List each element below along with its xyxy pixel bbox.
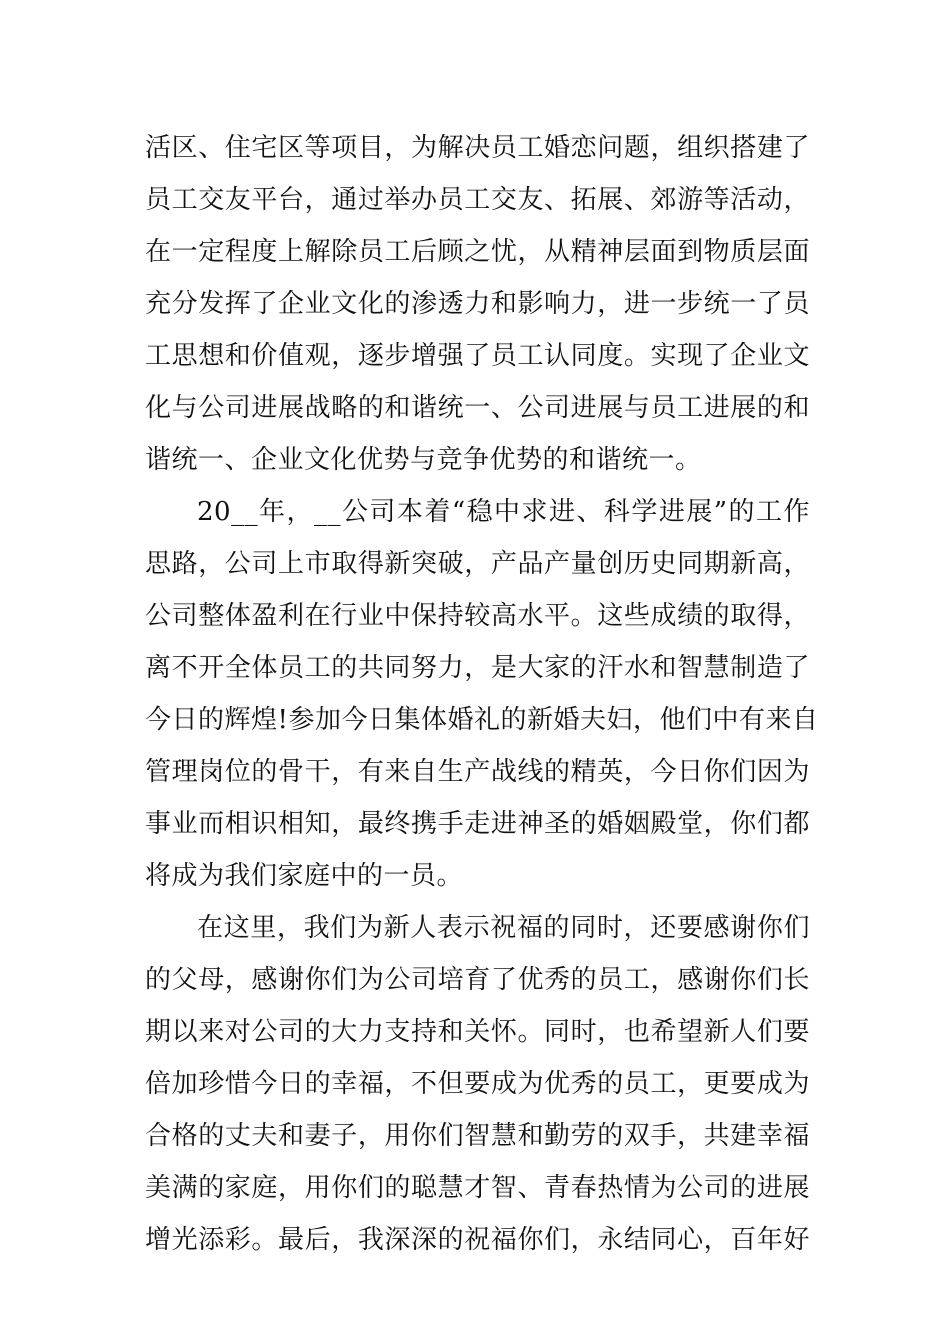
paragraph-3-line-1: 在这里，我们为新人表示祝福的同时，还要感谢你们 — [197, 913, 810, 943]
paragraph-1-line-3: 在一定程度上解除员工后顾之忧，从精神层面到物质层面 — [145, 237, 810, 267]
document-body — [145, 122, 819, 1266]
paragraph-3-line-6: 美满的家庭，用你们的聪慧才智、青春热情为公司的进展 — [145, 1173, 810, 1203]
paragraph-2-line-5: 今日的辉煌!参加今日集体婚礼的新婚夫妇，他们中有来自 — [145, 705, 819, 735]
paragraph-2-line-3: 公司整体盈利在行业中保持较高水平。这些成绩的取得， — [145, 601, 810, 631]
paragraph-3-line-5: 合格的丈夫和妻子，用你们智慧和勤劳的双手，共建幸福 — [145, 1121, 810, 1151]
paragraph-2-line-8: 将成为我们家庭中的一员。 — [145, 861, 464, 891]
paragraph-1-line-5: 工思想和价值观，逐步增强了员工认同度。实现了企业文 — [145, 341, 810, 371]
paragraph-2-line-1: 20__年，__公司本着“稳中求进、科学进展”的工作 — [197, 497, 810, 527]
paragraph-1-line-1: 活区、住宅区等项目，为解决员工婚恋问题，组织搭建了 — [145, 133, 810, 163]
paragraph-3-line-4: 倍加珍惜今日的幸福，不但要成为优秀的员工，更要成为 — [145, 1069, 810, 1099]
paragraph-3-line-2: 的父母，感谢你们为公司培育了优秀的员工，感谢你们长 — [145, 965, 810, 995]
paragraph-2-line-2: 思路，公司上市取得新突破，产品产量创历史同期新高， — [145, 549, 810, 579]
paragraph-1-line-7: 谐统一、企业文化优势与竞争优势的和谐统一。 — [145, 445, 702, 475]
paragraph-3-line-3: 期以来对公司的大力支持和关怀。同时，也希望新人们要 — [145, 1017, 810, 1047]
paragraph-3-line-7: 增光添彩。最后，我深深的祝福你们，永结同心，百年好 — [145, 1225, 810, 1255]
paragraph-2-line-6: 管理岗位的骨干，有来自生产战线的精英，今日你们因为 — [145, 757, 810, 787]
paragraph-2-line-7: 事业而相识相知，最终携手走进神圣的婚姻殿堂，你们都 — [145, 809, 810, 839]
paragraph-2-line-4: 离不开全体员工的共同努力，是大家的汗水和智慧制造了 — [145, 653, 810, 683]
paragraph-1-line-6: 化与公司进展战略的和谐统一、公司进展与员工进展的和 — [145, 393, 810, 423]
paragraph-1-line-4: 充分发挥了企业文化的渗透力和影响力，进一步统一了员 — [145, 289, 810, 319]
paragraph-1-line-2: 员工交友平台，通过举办员工交友、拓展、郊游等活动， — [145, 185, 810, 215]
